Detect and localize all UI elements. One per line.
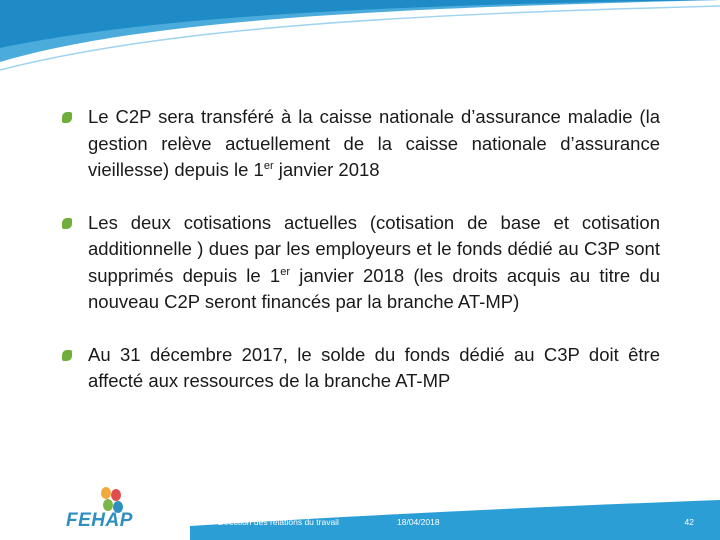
bullet-text: Le C2P sera transféré à la caisse nationale d’assurance maladie (la gestion relève actuellement de la caisse nationale d’assurance vieillesse) depuis le 1 bbox=[88, 106, 660, 180]
footer-date: 18/04/2018 bbox=[397, 517, 440, 527]
ordinal-superscript: er bbox=[280, 265, 291, 278]
bullet-item-contributions-removed bbox=[62, 210, 660, 316]
bullet-text: Les deux cotisations actuelles (cotisation de base et cotisation additionnelle ) dues par les employeurs et le fonds dédié au C3P sont supprimés depuis le 1 bbox=[88, 211, 660, 286]
bullet-item-fund-balance bbox=[62, 342, 660, 395]
bullet-item-c2p-transfer bbox=[62, 104, 660, 184]
ordinal-superscript: er bbox=[263, 160, 274, 172]
bullet-text: Au 31 décembre 2017, le solde du fonds dédié au C3P doit être affecté aux ressources de la branche AT-MP bbox=[88, 343, 660, 391]
logo-wordmark: FEHAP bbox=[66, 510, 133, 531]
footer-department: Direction des relations du travail bbox=[218, 517, 339, 527]
header-wave-decoration bbox=[0, 0, 720, 80]
bullet-marker-icon bbox=[62, 350, 72, 361]
slide-footer bbox=[0, 480, 720, 540]
bullet-marker-icon bbox=[62, 112, 72, 123]
fehap-logo bbox=[66, 484, 136, 534]
bullet-text: janvier 2018 (les droits acquis au titre du nouveau C2P seront financés par la branche AT-MP) bbox=[88, 264, 660, 312]
bullet-marker-icon bbox=[62, 218, 72, 229]
bullet-text: janvier 2018 bbox=[273, 159, 380, 180]
page-number: 42 bbox=[684, 517, 694, 527]
bullet-list bbox=[62, 104, 660, 395]
